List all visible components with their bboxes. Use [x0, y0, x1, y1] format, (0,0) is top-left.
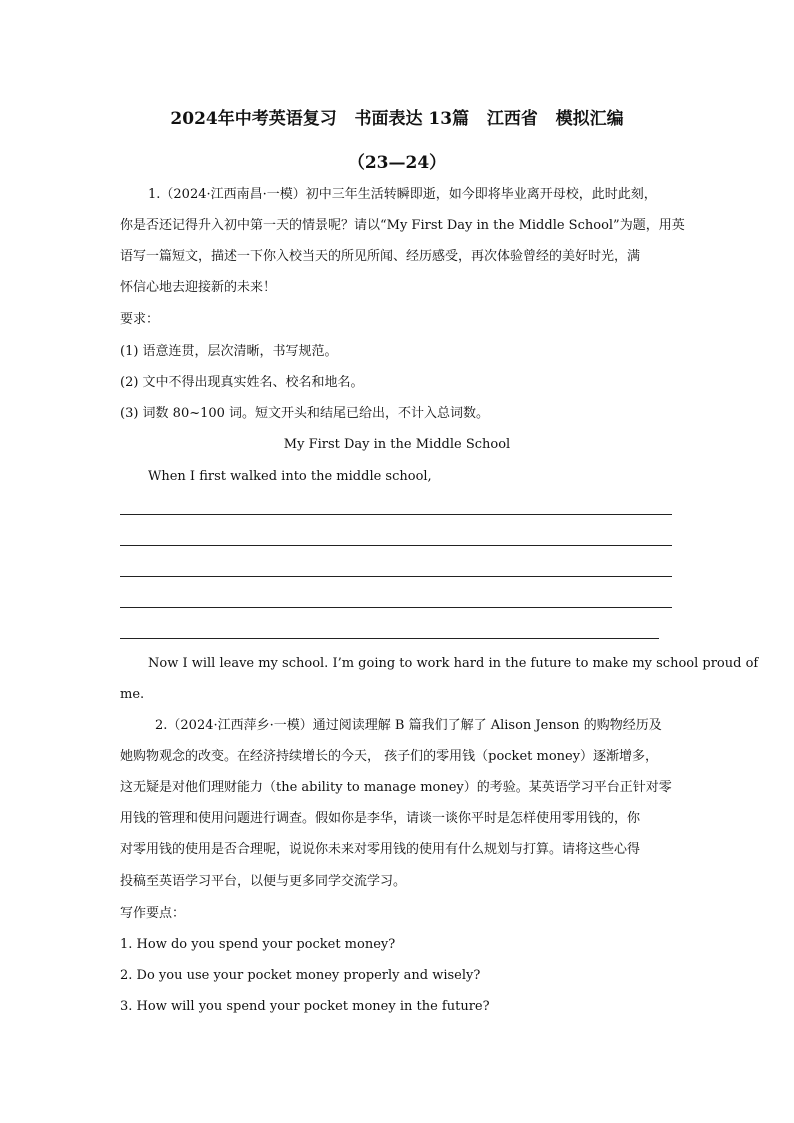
- page-subtitle: （23—24）: [347, 153, 447, 173]
- q1-essay-opening: When I first walked into the middle school,: [148, 469, 432, 484]
- page-title: 2024年中考英语复习 书面表达 13篇 江西省 模拟汇编: [170, 109, 624, 129]
- q2-point-2: 2. Do you use your pocket money properly and wisely?: [120, 968, 481, 983]
- q1-essay-closing-line-1: Now I will leave my school. I’m going to work hard in the future to make my school proud of: [148, 656, 759, 671]
- q1-essay-closing-line-2: me.: [120, 687, 145, 702]
- q1-prompt-line-4: 怀信心地去迎接新的未来！: [120, 280, 277, 295]
- q2-prompt-line-2: 她购物观念的改变。在经济持续增长的今天， 孩子们的零用钱（pocket money）逐渐增多，: [120, 749, 659, 764]
- q2-prompt-line-1: 2.（2024·江西萍乡·一模）通过阅读理解 B 篇我们了解了 Alison Jenson 的购物经历及: [155, 718, 662, 733]
- q1-essay-title: My First Day in the Middle School: [283, 437, 511, 452]
- q1-prompt-line-3: 语写一篇短文，描述一下你入校当天的所见所闻、经历感受，再次体验曾经的美好时光，满: [120, 249, 641, 264]
- q2-prompt-line-5: 对零用钱的使用是否合理呢，说说你未来对零用钱的使用有什么规划与打算。请将这些心得: [120, 842, 641, 857]
- answer-line: [120, 607, 672, 608]
- q1-requirement-2: (2) 文中不得出现真实姓名、校名和地名。: [120, 375, 364, 390]
- answer-line: [120, 545, 672, 546]
- q2-prompt-line-4: 用钱的管理和使用问题进行调查。假如你是李华，请谈一谈你平时是怎样使用零用钱的，你: [120, 811, 641, 826]
- q1-prompt-line-2: 你是否还记得升入初中第一天的情景呢？请以“My First Day in the Middle School”为题，用英: [120, 218, 685, 233]
- q2-point-1: 1. How do you spend your pocket money?: [120, 937, 396, 952]
- q1-requirement-1: (1) 语意连贯，层次清晰，书写规范。: [120, 344, 338, 359]
- q1-requirements-label: 要求：: [120, 312, 160, 327]
- answer-line: [120, 638, 659, 639]
- q1-requirement-3: (3) 词数 80~100 词。短文开头和结尾已给出，不计入总词数。: [120, 406, 490, 421]
- answer-line: [120, 514, 672, 515]
- answer-line: [120, 576, 672, 577]
- q2-points-label: 写作要点：: [120, 906, 186, 921]
- q2-point-3: 3. How will you spend your pocket money in the future?: [120, 999, 490, 1014]
- q1-prompt-line-1: 1.（2024·江西南昌·一模）初中三年生活转瞬即逝，如今即将毕业离开母校，此时此刻，: [148, 187, 657, 202]
- q2-prompt-line-3: 这无疑是对他们理财能力（the ability to manage money）的考验。某英语学习平台正针对零: [120, 780, 672, 795]
- q2-prompt-line-6: 投稿至英语学习平台，以便与更多同学交流学习。: [120, 874, 407, 889]
